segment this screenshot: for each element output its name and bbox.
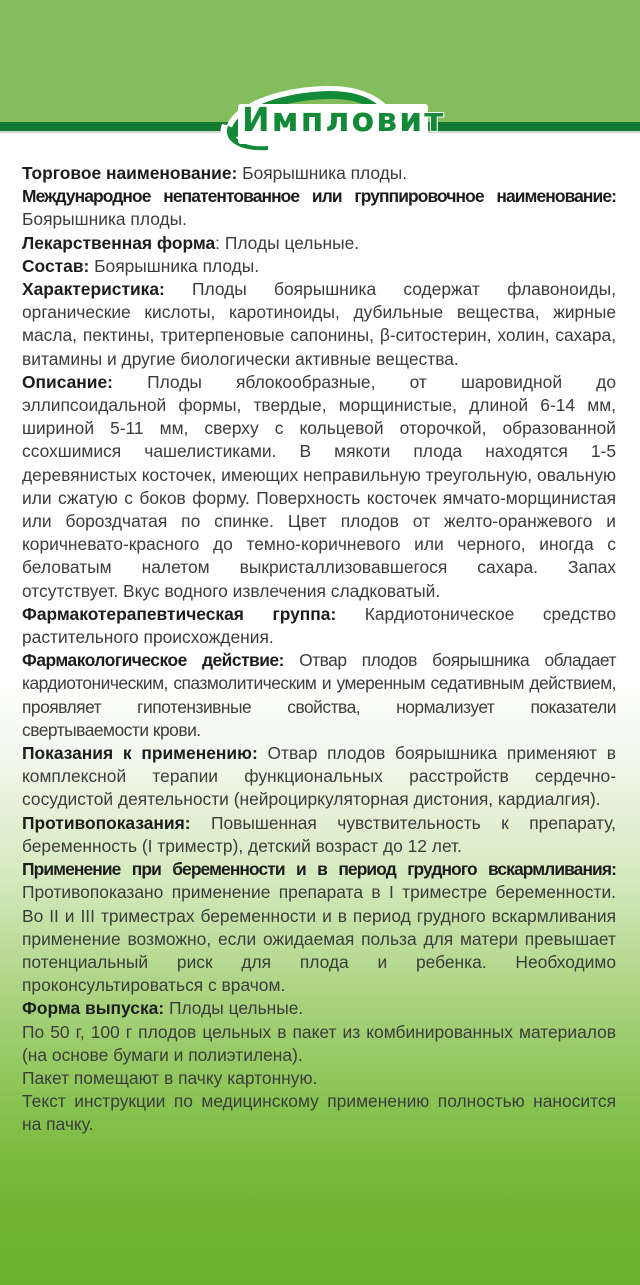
section-trade-name [22, 162, 616, 185]
section-text: Плоды боярышника содержат флавоноиды, органические кислоты, каротиноиды, дубильные вещества, жирные масла, пектины, тритерпеновые сапонины, β-ситостерин, холин, сахара, витамины и другие биологически активные вещества. [22, 279, 616, 369]
section-description [22, 371, 616, 603]
packaging-line: По 50 г, 100 г плодов цельных в пакет из комбинированных материалов (на основе бумаги и полиэтилена). [22, 1021, 616, 1065]
section-pharmacotherapeutic-group [22, 603, 616, 649]
section-text: Боярышника плоды. [22, 209, 187, 230]
section-text: Кардиотоническое средство растительного происхождения. [22, 603, 616, 648]
section-label: Форма выпуска: [22, 998, 165, 1019]
section-text: Повышенная чувствительность к препарату, беременность (I триместр), детский возраст до 12 лет. [22, 812, 616, 856]
section-label: Лекарственная форма [22, 232, 216, 253]
section-pregnancy [22, 858, 616, 997]
section-inn [22, 185, 616, 231]
section-text: Отвар плодов боярышника применяют в комплексной терапии функциональных расстройств сердечно-сосудистой деятельности (нейроциркуляторная дистония, кардиалгия). [22, 743, 616, 810]
section-pharmacological-action [22, 649, 616, 742]
section-label: Состав: [22, 255, 90, 276]
section-label: Торговое наименование: [22, 163, 238, 183]
section-label: Противопоказания: [22, 812, 191, 833]
section-dosage-form [22, 232, 616, 255]
section-label: Описание: [22, 371, 113, 392]
section-composition [22, 255, 616, 278]
section-label: Применение при беременности и в период грудного вскармливания: [22, 859, 616, 880]
section-text: Боярышника плоды. [237, 163, 408, 183]
section-characteristics [22, 278, 616, 371]
instruction-text [22, 162, 616, 1137]
section-label: Характеристика: [22, 279, 165, 300]
section-contraindications [22, 812, 616, 858]
section-text: Боярышника плоды. [89, 255, 260, 276]
section-text: Противопоказано применение препарата в I триместре беременности. Во II и III триместрах беременности и в период грудного вскармливания применение возможно, если ожидаемая польза для матери превышает потенциальный риск для плода и ребенка. Необходимо проконсультироваться с врачом. [22, 882, 616, 996]
section-label: Фармакологическое действие: [22, 650, 284, 671]
packaging-line: Текст инструкции по медицинскому применению полностью наносится на пачку. [22, 1091, 616, 1135]
section-label: Показания к применению: [22, 743, 258, 764]
logo-text: Импловит [242, 100, 446, 139]
packaging-line: Пакет помещают в пачку картонную. [22, 1067, 318, 1088]
section-label: Международное непатентованное или группировочное наименование: [22, 186, 616, 207]
section-release-form [22, 997, 616, 1020]
brand-logo [210, 82, 446, 160]
section-text: Отвар плодов боярышника обладает кардиотоническим, спазмолитическим и умеренным седативным действием, проявляет гипотензивные свойства, нормализует показатели свертываемости крови. [22, 650, 616, 740]
section-label: Фармакотерапевтическая группа: [22, 603, 337, 624]
section-text: Плоды цельные. [164, 998, 304, 1019]
section-text: Плоды яблокообразные, от шаровидной до эллипсоидальной формы, твердые, морщинистые, длиной 6-14 мм, шириной 5-11 мм, сверху с кольцевой оторочкой, образованной ссохшимися чашелистиками. В мякоти плода находятся 1-5 деревянистых косточек, имеющих неправильную треугольную, овальную или сжатую с боков форму. Поверхность косточек ямчато-морщинистая или бороздчатая по спинке. Цвет плодов от желто-оранжевого и коричневато-красного до темно-коричневого или черного, иногда с беловатым налетом выкристаллизовавшегося сахара. Запах отсутствует. Вкус водного извлечения сладковатый. [22, 371, 616, 601]
section-text: : Плоды цельные. [215, 232, 360, 253]
section-indications [22, 742, 616, 812]
